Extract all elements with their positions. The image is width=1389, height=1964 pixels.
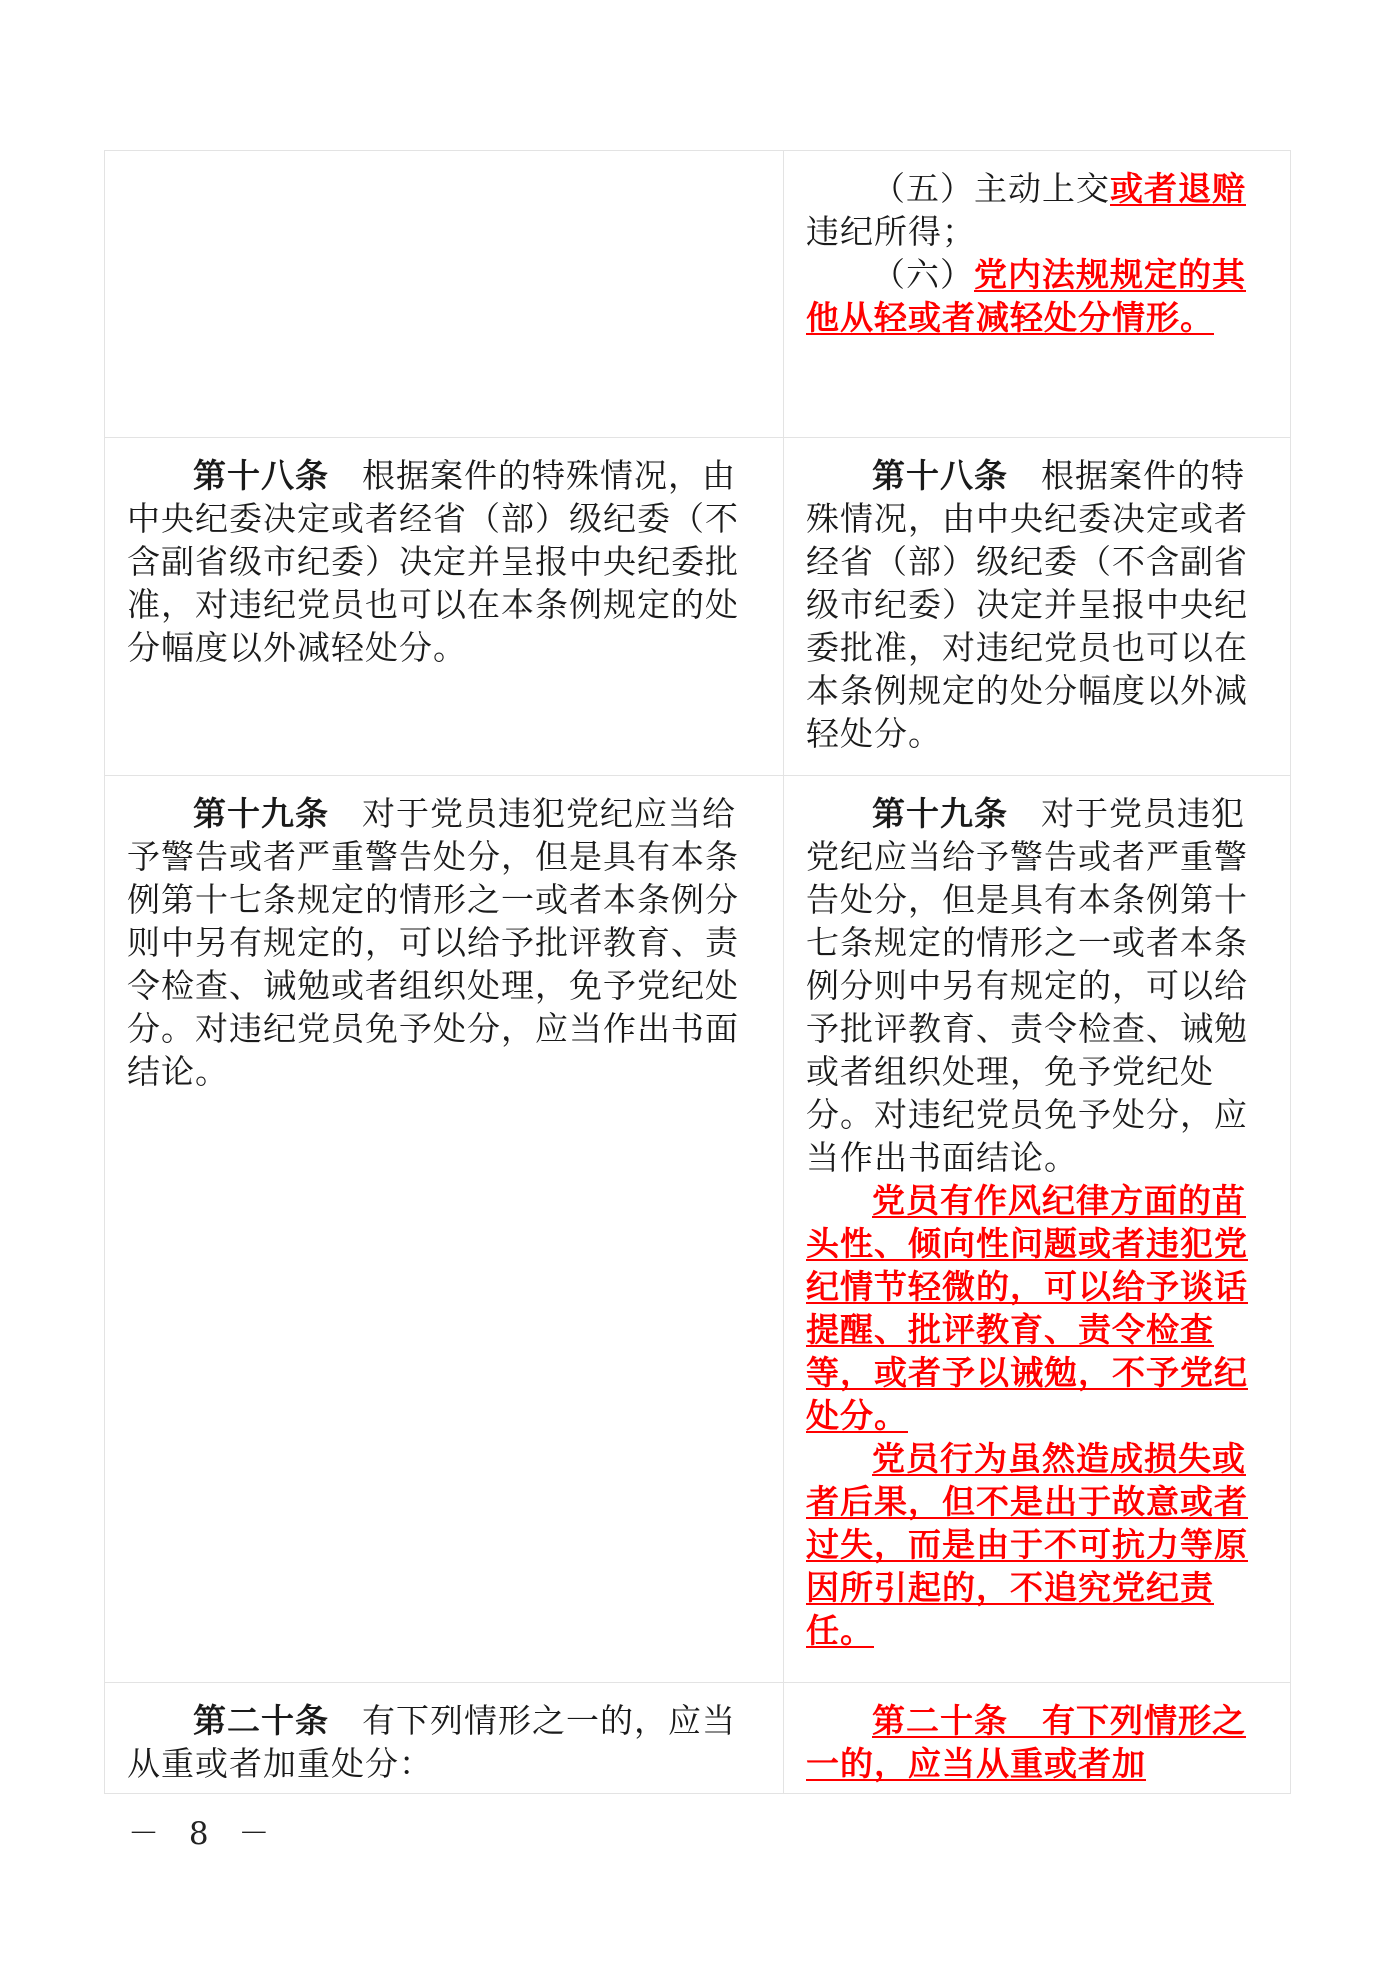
article-title: 第十八条 [193,456,329,495]
item-five-tail: 违纪所得； [806,212,976,251]
item-six-text: （六） [872,255,974,294]
item-five-added: 或者退赔 [1110,169,1246,208]
article-18-new [806,454,1272,755]
article-body: 根据案件的特殊情况，由中央纪委决定或者经省（部）级纪委（不含副省级市纪委）决定并呈报中央纪委批准，对违纪党员也可以在本条例规定的处分幅度以外减轻处分。 [127,456,739,667]
article-19-added-2 [806,1437,1272,1652]
right-cell-article-18 [784,438,1291,776]
left-cell-empty [105,151,784,438]
page-number: － 8 － [128,1816,280,1852]
article-body: 根据案件的特殊情况，由中央纪委决定或者经省（部）级纪委（不含副省级市纪委）决定并呈报中央纪委批准，对违纪党员也可以在本条例规定的处分幅度以外减轻处分。 [806,456,1248,753]
left-cell-article-20 [105,1683,784,1794]
table-row [105,1683,1291,1794]
left-cell-article-19 [105,776,784,1683]
article-20-new [806,1699,1272,1785]
article-title: 第十九条 [872,794,1008,833]
article-19-new [806,792,1272,1179]
article-20-old [127,1699,765,1785]
article-title: 第十八条 [872,456,1008,495]
article-body: 对于党员违犯党纪应当给予警告或者严重警告处分，但是具有本条例第十七条规定的情形之一或者本条例分则中另有规定的，可以给予批评教育、责令检查、诫勉或者组织处理，免予党纪处分。对违纪党员免予处分，应当作出书面结论。 [127,794,739,1091]
table-row [105,151,1291,438]
right-cell-article-19 [784,776,1291,1683]
item-five [806,167,1272,253]
right-cell-items [784,151,1291,438]
article-19-old [127,792,765,1093]
article-18-old [127,454,765,669]
added-text: 党员有作风纪律方面的苗头性、倾向性问题或者违犯党纪情节轻微的，可以给予谈话提醒、批评教育、责令检查等，或者予以诫勉，不予党纪处分。 [806,1181,1248,1435]
right-cell-article-20 [784,1683,1291,1794]
article-title: 第十九条 [193,794,329,833]
item-five-text: （五）主动上交 [872,169,1110,208]
item-six [806,253,1272,339]
left-cell-article-18 [105,438,784,776]
article-body: 有下列情形之一的，应当从重或者加重处分： [127,1701,736,1783]
article-19-added-1 [806,1179,1272,1437]
table-row [105,776,1291,1683]
article-title: 第二十条 [193,1701,329,1740]
article-body: 对于党员违犯党纪应当给予警告或者严重警告处分，但是具有本条例第十七条规定的情形之一或者本条例分则中另有规定的，可以给予批评教育、责令检查、诫勉或者组织处理，免予党纪处分。对违纪党员免予处分，应当作出书面结论。 [806,794,1248,1177]
added-text: 党员行为虽然造成损失或者后果，但不是出于故意或者过失，而是由于不可抗力等原因所引起的，不追究党纪责任。 [806,1439,1248,1650]
comparison-table [104,150,1291,1794]
table-row [105,438,1291,776]
item-six-added: 党内法规规定的其他从轻或者减轻处分情形。 [806,255,1246,337]
added-text: 第二十条 有下列情形之一的，应当从重或者加 [806,1701,1246,1783]
